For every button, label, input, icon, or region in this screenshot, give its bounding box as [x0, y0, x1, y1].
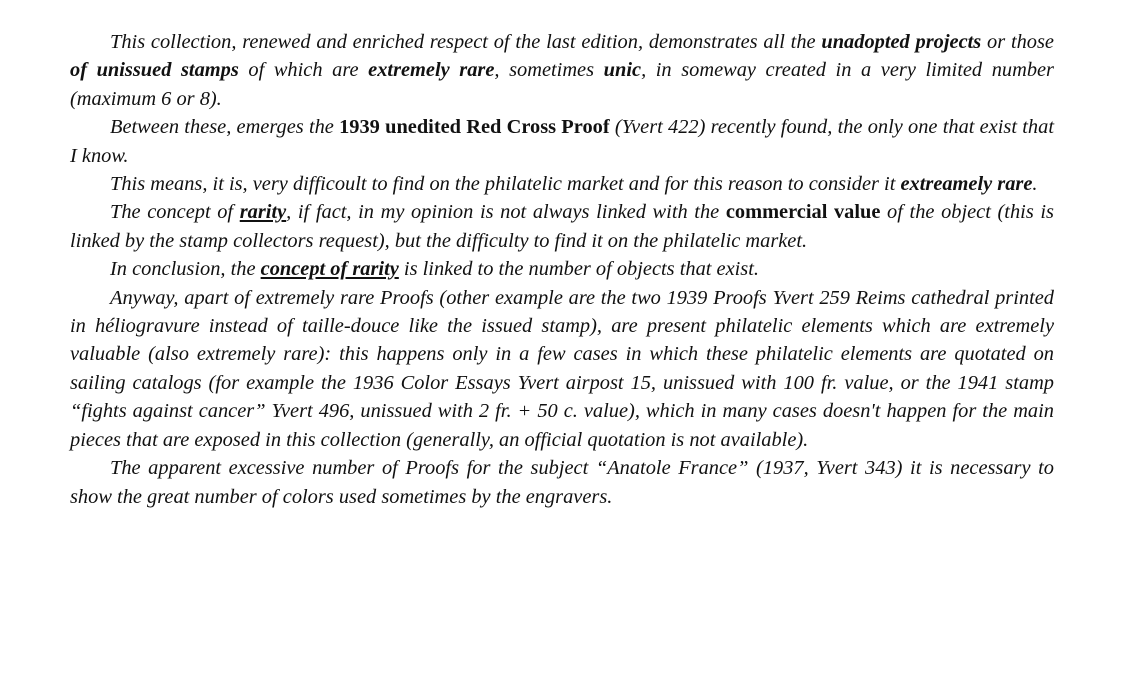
bold-text-segment: of unissued stamps — [70, 59, 239, 82]
text-segment: This collection, renewed and enriched respect of the last edition, demonstrates all the — [110, 31, 822, 53]
bold-text-segment: unic — [603, 59, 642, 82]
bold-text-segment: commercial value — [725, 201, 881, 224]
paragraph-concept-of-rarity — [70, 198, 1054, 255]
text-segment: Between these, emerges the — [110, 116, 340, 139]
paragraph-anatole-france — [70, 454, 1054, 511]
paragraph-market-difficulty — [70, 170, 1054, 198]
text-segment: of which are — [238, 59, 369, 82]
paragraph-red-cross-proof — [70, 113, 1054, 170]
text-segment: or those — [981, 31, 1054, 53]
paragraph-valuable-elements — [70, 284, 1054, 454]
bold-text-segment: 1939 unedited Red Cross Proof — [339, 116, 610, 139]
text-segment: Anyway, apart of extremely rare Proofs (other example are the two 1939 Proofs Yvert 259 Reims cathedral printed in héliogravure instead of taille-douce like the issued stamp), are present philatelic elements which are extremely valuable (also extremely rare): this happens only in a few cases in which these philatelic elements are quotated on sailing catalogs (for example the 1936 Color Essays Yvert airpost 15, unissued with 100 fr. value, or the 1941 stamp “fights against cancer” Yvert 496, unissued with 2 fr. + 50 c. value), which in many cases doesn't happen for the main pieces that are exposed in this collection (generally, an official quotation is not available). — [70, 286, 1054, 451]
paragraph-collection-intro — [70, 28, 1054, 113]
text-segment: , if fact, in my opinion is not always linked with the — [286, 201, 726, 224]
text-segment: This means, it is, very difficoult to find on the philatelic market and for this reason to consider it — [110, 173, 901, 196]
paragraph-conclusion — [70, 255, 1054, 283]
text-segment: , sometimes — [494, 59, 604, 82]
text-segment: (Yvert 422) recently found, the only one that exist that I know. — [70, 116, 1054, 167]
bold-text-segment: extreamely rare — [900, 173, 1033, 196]
document-body — [70, 28, 1054, 511]
text-segment: . — [1032, 173, 1038, 196]
text-segment: In conclusion, the — [110, 258, 261, 281]
bold-text-segment: extremely rare — [368, 59, 495, 82]
underlined-bold-text-segment: rarity — [239, 201, 287, 224]
text-segment: The apparent excessive number of Proofs for the subject “Anatole France” (1937, Yvert 343) it is necessary to show the great number of colors used sometimes by the engravers. — [70, 457, 1054, 508]
text-segment: of the object (this is linked by the stamp collectors request), but the difficulty to find it on the philatelic market. — [70, 201, 1054, 252]
underlined-bold-text-segment: concept of rarity — [260, 258, 399, 281]
bold-text-segment: unadopted projects — [821, 31, 982, 53]
text-segment: is linked to the number of objects that exist. — [398, 258, 759, 281]
text-segment: , in someway created in a very limited number (maximum 6 or 8). — [70, 59, 1054, 110]
text-segment: The concept of — [110, 201, 240, 224]
